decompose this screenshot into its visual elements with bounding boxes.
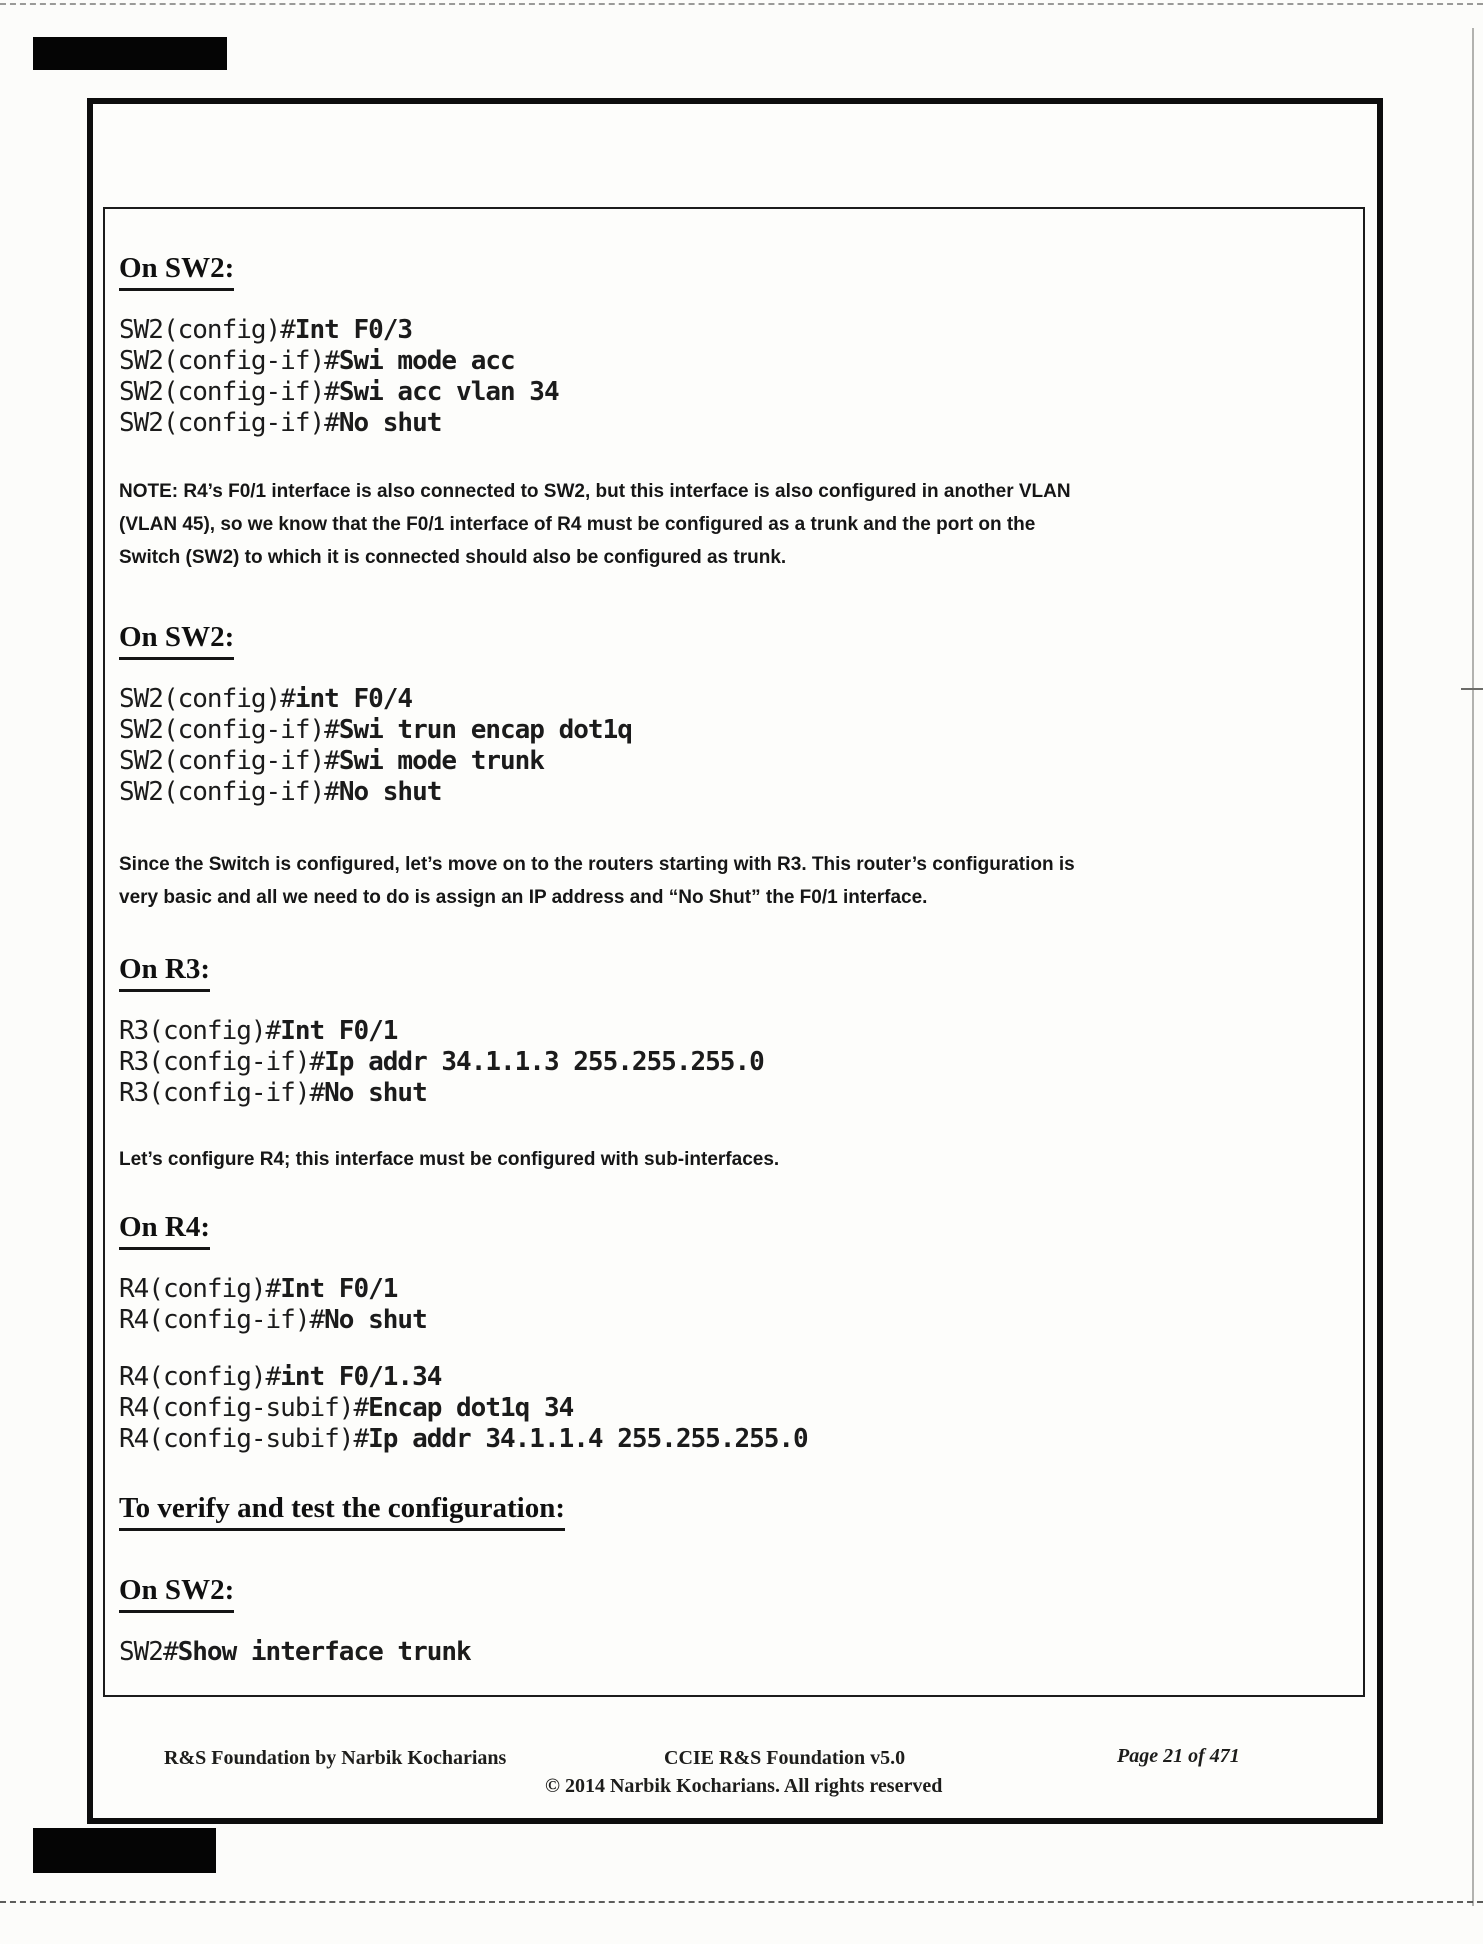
console-line — [119, 1078, 1345, 1109]
console-command: int F0/1.34 — [280, 1362, 442, 1392]
console-command: Show interface trunk — [177, 1637, 471, 1667]
console-line — [119, 1305, 1345, 1336]
console-block-sw2-f04 — [119, 684, 1345, 808]
section-heading-text: On SW2: — [119, 1573, 234, 1613]
console-command: Swi trun encap dot1q — [338, 715, 632, 745]
console-command: Int F0/3 — [294, 315, 413, 345]
console-command: Swi acc vlan 34 — [338, 377, 559, 407]
console-block-r3 — [119, 1016, 1345, 1109]
console-line — [119, 777, 1345, 808]
scan-top-edge-line — [0, 3, 1483, 5]
console-prompt: SW2# — [119, 1637, 178, 1667]
redaction-bar-bottom — [33, 1828, 216, 1873]
section-heading-on-r4 — [119, 1210, 1345, 1250]
paragraph-line: Since the Switch is configured, let’s move on to the routers starting with R3. This router’s configuration is — [119, 854, 1075, 875]
console-command: Ip addr 34.1.1.3 255.255.255.0 — [324, 1047, 764, 1077]
scan-right-edge-line — [1472, 28, 1474, 1906]
console-command: Swi mode trunk — [338, 746, 544, 776]
scan-right-tick-mark — [1461, 688, 1483, 690]
footer-left-title: R&S Foundation by Narbik Kocharians — [164, 1747, 507, 1769]
console-prompt: SW2(config-if)# — [119, 377, 339, 407]
console-block-sw2-f03 — [119, 315, 1345, 439]
console-line — [119, 377, 1345, 408]
console-prompt: R4(config)# — [119, 1274, 281, 1304]
section-heading-text: To verify and test the configuration: — [119, 1491, 565, 1531]
footer-center-title: CCIE R&S Foundation v5.0 — [664, 1747, 906, 1769]
section-heading-on-sw2-1 — [119, 251, 1345, 291]
console-prompt: R4(config-subif)# — [119, 1424, 369, 1454]
section-heading-text: On R4: — [119, 1210, 210, 1250]
scan-bottom-edge-line — [0, 1901, 1483, 1903]
console-line — [119, 1393, 1345, 1424]
console-line — [119, 315, 1345, 346]
console-prompt: R3(config-if)# — [119, 1078, 325, 1108]
console-prompt: SW2(config-if)# — [119, 746, 339, 776]
console-prompt: SW2(config)# — [119, 684, 295, 714]
section-heading-on-r3 — [119, 952, 1345, 992]
redaction-bar-top — [33, 37, 227, 70]
footer-page-number: Page 21 of 471 — [1117, 1745, 1240, 1767]
console-command: No shut — [324, 1305, 427, 1335]
paragraph-line: Let’s configure R4; this interface must be configured with sub-interfaces. — [119, 1149, 780, 1170]
console-line — [119, 346, 1345, 377]
console-line — [119, 684, 1345, 715]
console-prompt: SW2(config)# — [119, 315, 295, 345]
console-line — [119, 408, 1345, 439]
footer-copyright: © 2014 Narbik Kocharians. All rights reserved — [545, 1775, 943, 1797]
console-prompt: SW2(config-if)# — [119, 715, 339, 745]
console-command: int F0/4 — [294, 684, 413, 714]
console-block-r4-subif — [119, 1362, 1345, 1455]
console-line — [119, 1362, 1345, 1393]
console-prompt: SW2(config-if)# — [119, 346, 339, 376]
paragraph-line: Switch (SW2) to which it is connected should also be configured as trunk. — [119, 547, 787, 568]
console-prompt: R4(config-if)# — [119, 1305, 325, 1335]
console-prompt: SW2(config-if)# — [119, 777, 339, 807]
paragraph-line: NOTE: R4’s F0/1 interface is also connected to SW2, but this interface is also configured in another VLAN — [119, 481, 1071, 502]
section-heading-on-sw2-3 — [119, 1573, 1345, 1613]
console-command: No shut — [338, 408, 442, 438]
console-line — [119, 715, 1345, 746]
console-line — [119, 1637, 1345, 1668]
console-command: Swi mode acc — [338, 346, 515, 376]
console-line — [119, 746, 1345, 777]
content-frame — [103, 207, 1365, 1697]
console-prompt: R4(config)# — [119, 1362, 281, 1392]
paragraph-line: very basic and all we need to do is assign an IP address and “No Shut” the F0/1 interface. — [119, 887, 928, 908]
console-line — [119, 1016, 1345, 1047]
console-prompt: R4(config-subif)# — [119, 1393, 369, 1423]
note-paragraph — [119, 475, 1345, 574]
console-line — [119, 1424, 1345, 1455]
console-block-r4-main — [119, 1274, 1345, 1336]
console-command: Ip addr 34.1.1.4 255.255.255.0 — [368, 1424, 808, 1454]
section-heading-verify — [119, 1491, 1345, 1531]
paragraph-line: (VLAN 45), so we know that the F0/1 interface of R4 must be configured as a trunk and the port on the — [119, 514, 1036, 535]
section-heading-text: On SW2: — [119, 251, 234, 291]
body-paragraph-since — [119, 848, 1345, 914]
body-paragraph-r4 — [119, 1143, 1345, 1176]
console-prompt: SW2(config-if)# — [119, 408, 339, 438]
console-line — [119, 1274, 1345, 1305]
console-command: Int F0/1 — [280, 1274, 398, 1304]
console-block-show-trunk — [119, 1637, 1345, 1668]
console-prompt: R3(config-if)# — [119, 1047, 325, 1077]
section-heading-text: On R3: — [119, 952, 210, 992]
console-line — [119, 1047, 1345, 1078]
console-prompt: R3(config)# — [119, 1016, 281, 1046]
section-heading-on-sw2-2 — [119, 620, 1345, 660]
section-heading-text: On SW2: — [119, 620, 234, 660]
page-border-frame — [87, 98, 1383, 1824]
console-command: Int F0/1 — [280, 1016, 398, 1046]
console-command: No shut — [324, 1078, 427, 1108]
console-command: Encap dot1q 34 — [368, 1393, 574, 1423]
console-command: No shut — [338, 777, 442, 807]
